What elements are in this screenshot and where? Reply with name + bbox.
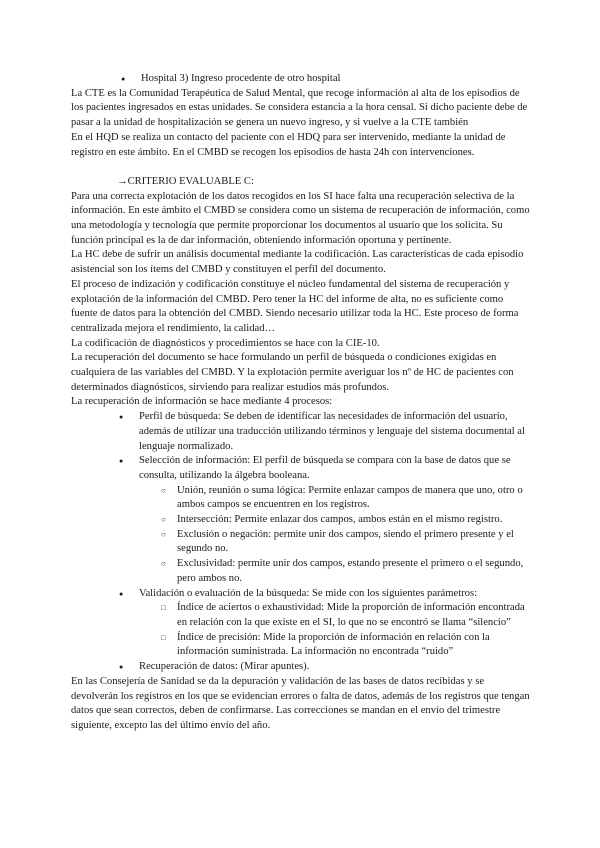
paragraph-cie10: La codificación de diagnósticos y procedimientos se hace con la CIE-10.	[71, 337, 380, 349]
sublist-item-interseccion	[71, 513, 531, 528]
section-heading-criterio-c: →CRITERIO EVALUABLE C:	[117, 175, 254, 187]
list-item-validacion	[71, 587, 531, 602]
list-item-text: Selección de información: El perfil de búsqueda se compara con la base de datos que se consulta, utilizando la álgebra booleana.	[139, 455, 511, 481]
bullet-marker: ●	[119, 457, 124, 466]
paragraph-procesos-intro: La recuperación de información se hace mediante 4 procesos:	[71, 396, 333, 408]
circle-marker: ○	[161, 485, 166, 495]
sublist-item-precision	[71, 631, 531, 660]
sublist-item-text: Intersección: Permite enlazar dos campos, ambos están en el mismo registro.	[177, 514, 503, 526]
list-item-text: Perfil de búsqueda: Se deben de identificar las necesidades de información del usuario, además de utilizar una traducción utilizando términos y lenguaje del sistema documental al lenguaje normalizado.	[139, 411, 525, 452]
paragraph-consejeria: En las Consejería de Sanidad se da la depuración y validación de las bases de datos recibidas y se devolverán los registros en los que se evidencian errores o falta de datos, además de los registros que tengan datos que sean correctos, deben de confirmarse. Las correcciones se mandan en el envío del trimestre siguiente, excepto las del último envío del año.	[71, 675, 530, 731]
paragraph-perfil-busqueda: La recuperación del documento se hace formulando un perfil de búsqueda o condiciones exigidas en cualquiera de las variables del CMBD. Y la explotación permite averiguar los nº de HC de pacientes con determinados diagnósticos, sirviendo para realizar estudios más profundos.	[71, 352, 514, 393]
bullet-marker: ●	[119, 663, 124, 672]
sublist-item-text: Índice de precisión: Mide la proporción de información en relación con la información suministrada. La información no encontrada “ruido”	[177, 631, 490, 658]
list-item-text: Recuperación de datos: (Mirar apuntes).	[139, 661, 310, 673]
sublist-item-union	[71, 484, 531, 513]
paragraph-cte: La CTE es la Comunidad Terapéutica de Salud Mental, que recoge información al alta de los episodios de los pacientes ingresados en estas unidades. Se considera estancia a la hora censal. Si dicho paciente debe de pasar a la unidad de hospitalización se genera un nuevo ingreso, y si vuelve a la CTE también	[71, 87, 528, 129]
sublist-item-exclusion	[71, 528, 531, 557]
sublist-item-exhaustividad	[71, 601, 531, 630]
list-item-perfil	[71, 410, 531, 454]
list-item-recuperacion	[71, 660, 531, 675]
bullet-marker: ●	[119, 589, 124, 598]
square-marker: □	[161, 632, 166, 642]
sublist-item-exclusividad	[71, 557, 531, 586]
circle-marker: ○	[161, 515, 166, 525]
bullet-marker: ●	[119, 413, 124, 422]
paragraph-indizacion: El proceso de indización y codificación constituye el núcleo fundamental del sistema de recuperación y explotación de la información del CMBD. Pero tener la HC del informe de alta, no es suficiente como fuente de datos para la obtención del CMBD. Siendo necesario utilizar toda la HC. Este proceso de forma centralizada mejora el rendimiento, la calidad…	[71, 278, 519, 334]
sublist-item-text: Unión, reunión o suma lógica: Permite enlazar campos de manera que uno, otro o ambos campos se encuentren en los registros.	[177, 484, 523, 511]
sublist-item-text: Exclusividad: permite unir dos campos, estando presente el primero o el segundo, pero ambos no.	[177, 558, 524, 584]
square-marker: □	[161, 603, 166, 613]
list-item-seleccion	[71, 454, 531, 483]
bullet-hospital-3: ● Hospital 3) Ingreso procedente de otro hospital	[71, 72, 531, 87]
circle-marker: ○	[161, 529, 166, 539]
document-page	[71, 72, 531, 734]
paragraph-hqd: En el HQD se realiza un contacto del paciente con el HDQ para ser intervenido, mediante la unidad de registro en este ámbito. En el CMBD se recogen los episodios de hasta 24h con intervenciones.	[71, 131, 506, 158]
sublist-item-text: Índice de aciertos o exhaustividad: Mide la proporción de información encontrada en relación con la que existe en el SI, lo que no se encontró se llama “silencio”	[177, 602, 525, 628]
paragraph-analisis-documental: La HC debe de sufrir un análisis documental mediante la codificación. Las características de cada episodio asistencial son los ítems del CMBD y constituyen el perfil del documento.	[71, 249, 524, 276]
circle-marker: ○	[161, 559, 166, 569]
paragraph-recuperacion-selectiva: Para una correcta explotación de los datos recogidos en los SI hace falta una recuperación selectiva de la información. En este ámbito el CMBD se considera como un sistema de recuperación de información, como una metodología y tecnología que permite proporcionar los documentos al usuario que los solicita. Su función principal es la de dar información, obteniendo información oportuna y pertinente.	[71, 190, 530, 246]
list-item-text: Validación o evaluación de la búsqueda: Se mide con los siguientes parámetros:	[139, 587, 478, 599]
sublist-item-text: Exclusión o negación: permite unir dos campos, siendo el primero presente y el segundo no.	[177, 528, 514, 555]
